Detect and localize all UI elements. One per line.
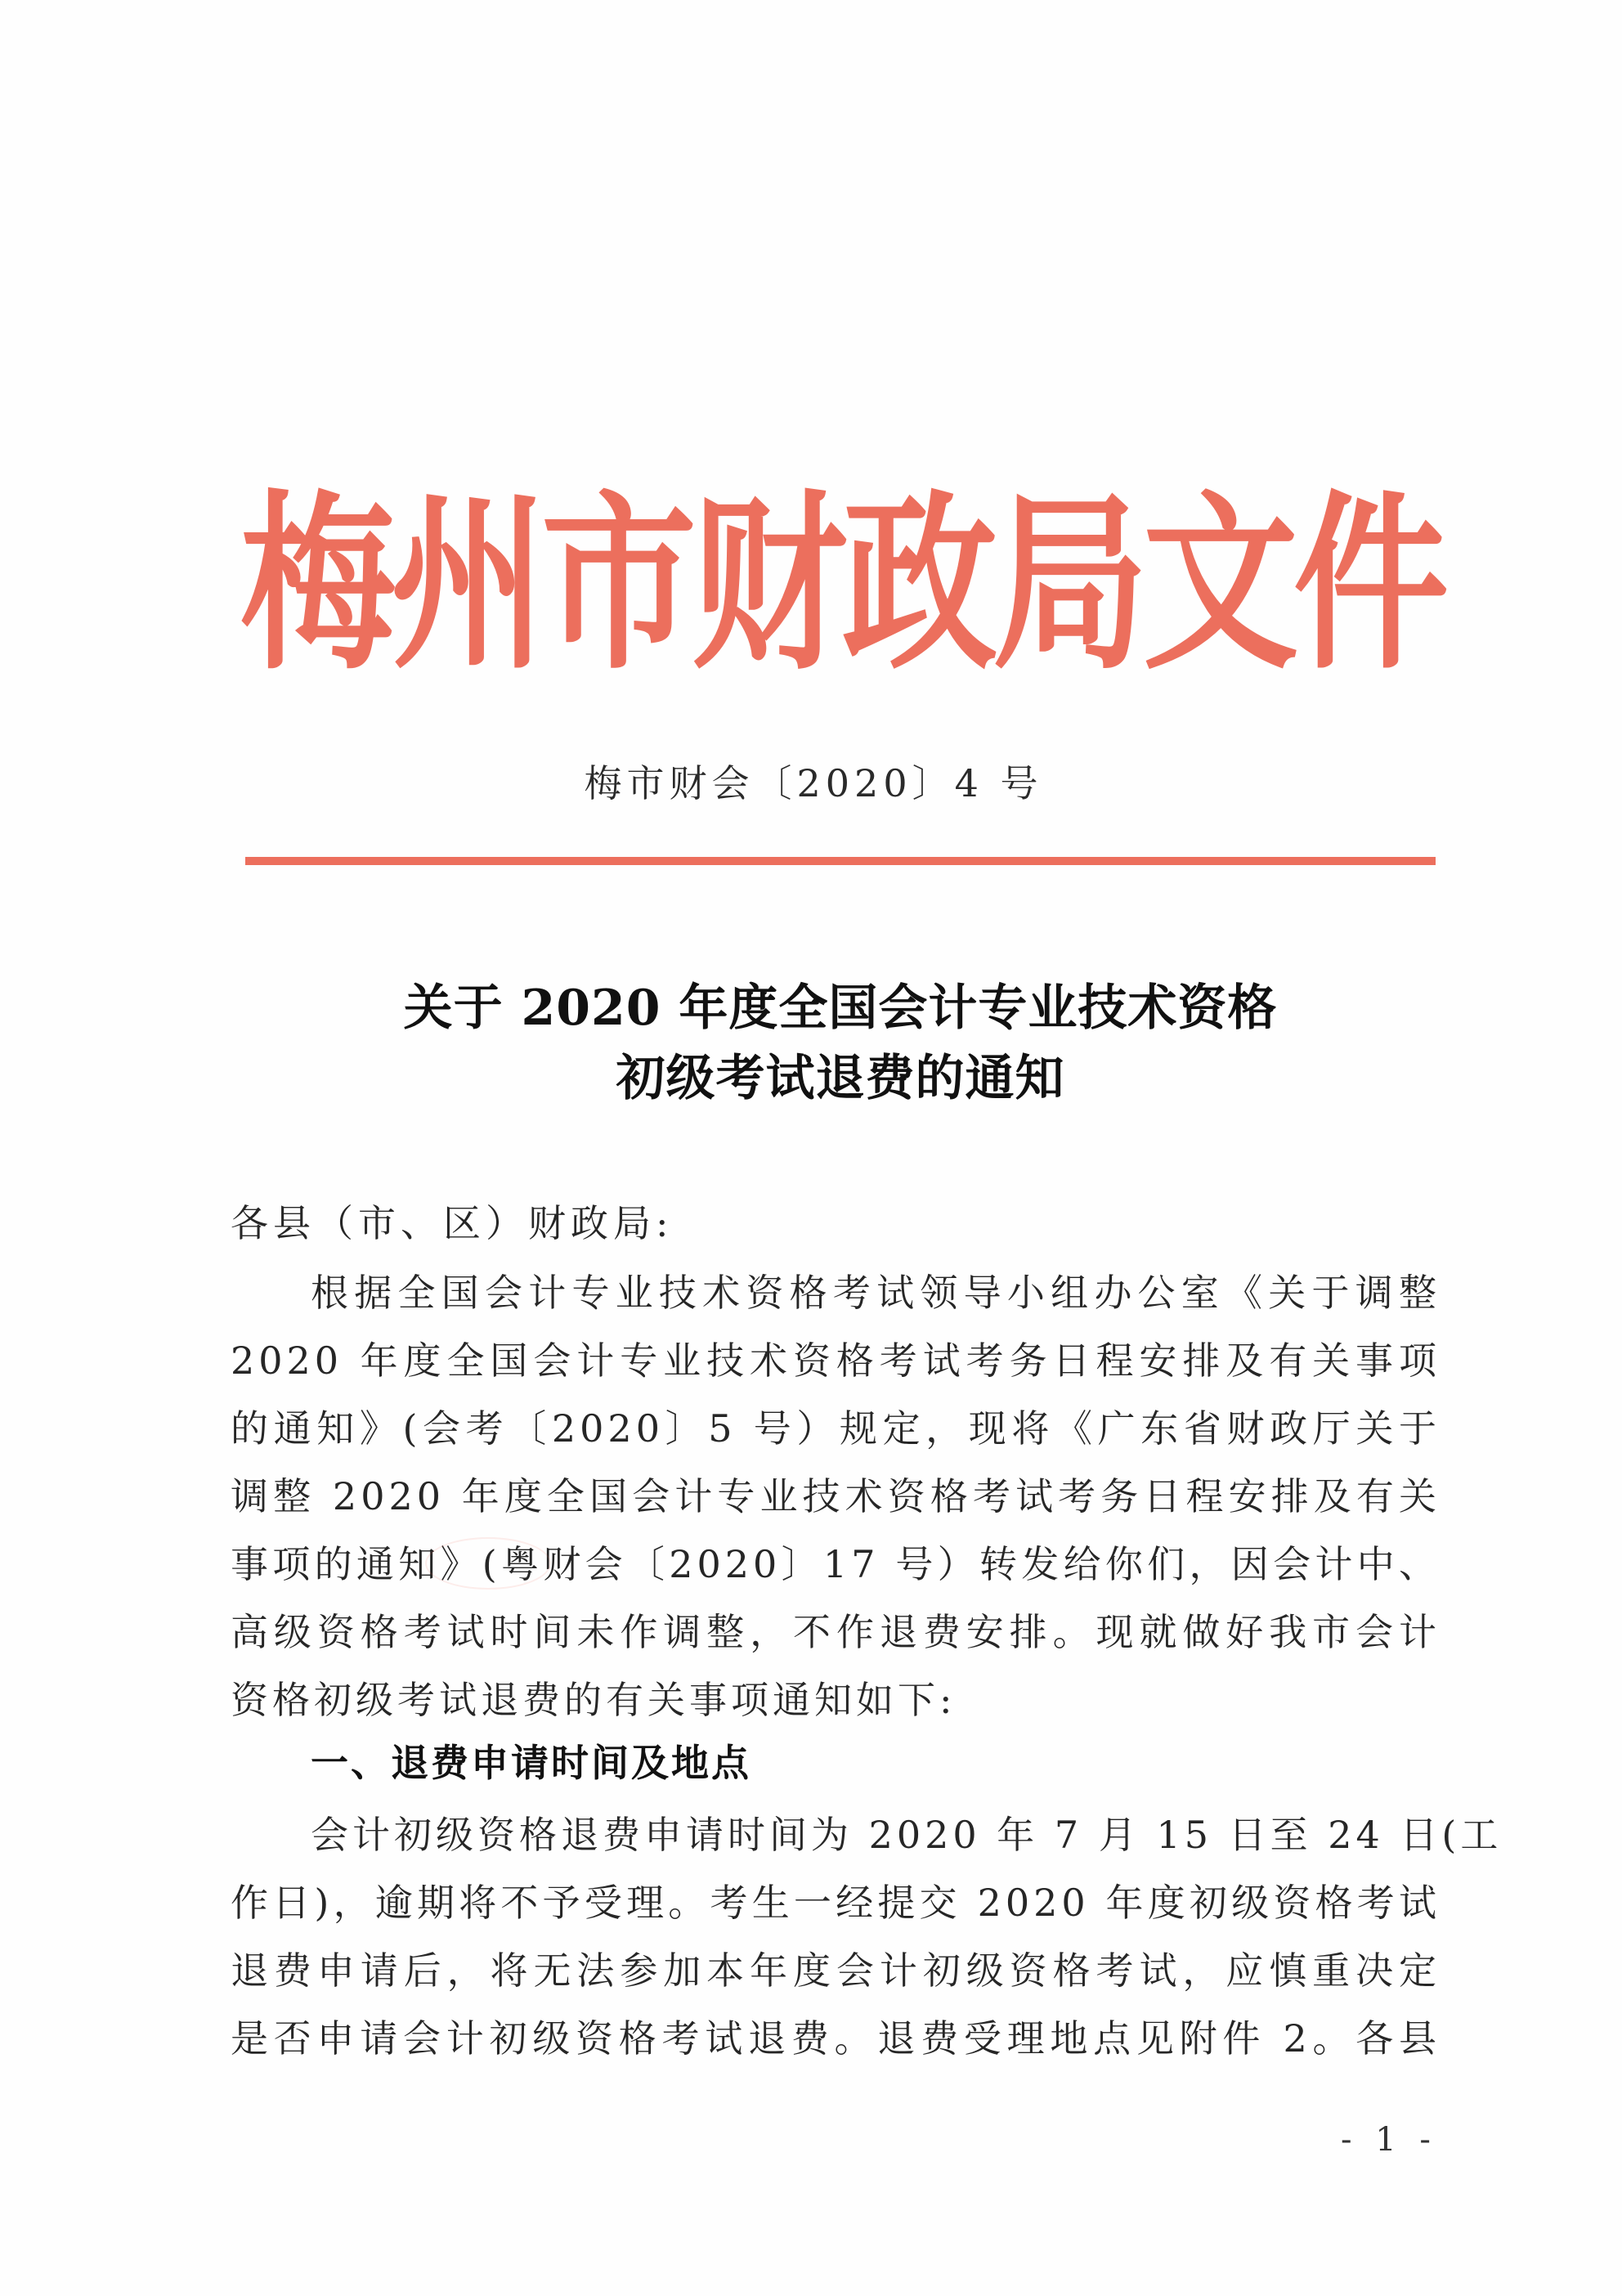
paragraph-1-line-1: 根据全国会计专业技术资格考试领导小组办公室《关于调整 [311,1271,1441,1315]
page-number: - 1 - [1341,2121,1437,2159]
paragraph-1-line-3: 的通知》(会考〔2020〕5 号）规定，现将《广东省财政厅关于 [231,1406,1441,1451]
paragraph-1-line-5: 事项的通知》(粤财会〔2020〕17 号）转发给你们，因会计中、 [231,1542,1441,1586]
paragraph-2-line-1: 会计初级资格退费申请时间为 2020 年 7 月 15 日至 24 日(工 [311,1813,1503,1857]
paragraph-2-line-3: 退费申请后，将无法参加本年度会计初级资格考试，应慎重决定 [231,1948,1441,1993]
paragraph-1-line-7: 资格初级考试退费的有关事项通知如下: [231,1678,957,1722]
red-divider [245,857,1436,865]
paragraph-2-line-4: 是否申请会计初级资格考试退费。退费受理地点见附件 2。各县 [231,2016,1441,2061]
issuer-title: 梅州市财政局文件 [240,473,1445,695]
section-1-heading: 一、退费申请时间及地点 [311,1741,751,1785]
notice-title [245,973,1436,1114]
salutation: 各县（市、区）财政局: [231,1201,674,1245]
notice-title-line-2: 初级考试退费的通知 [616,1050,1065,1107]
paragraph-1-line-6: 高级资格考试时间未作调整，不作退费安排。现就做好我市会计 [231,1610,1441,1654]
faint-seal-mark [425,1537,551,1590]
paragraph-1-line-4: 调整 2020 年度全国会计专业技术资格考试考务日程安排及有关 [231,1474,1441,1518]
paragraph-1-line-2: 2020 年度全国会计专业技术资格考试考务日程安排及有关事项 [231,1339,1441,1383]
paragraph-2-line-2: 作日)，逾期将不予受理。考生一经提交 2020 年度初级资格考试 [231,1881,1441,1925]
document-number: 梅市财会〔2020〕4 号 [584,761,1043,805]
notice-title-line-1: 关于 2020 年度全国会计专业技术资格 [403,980,1278,1037]
